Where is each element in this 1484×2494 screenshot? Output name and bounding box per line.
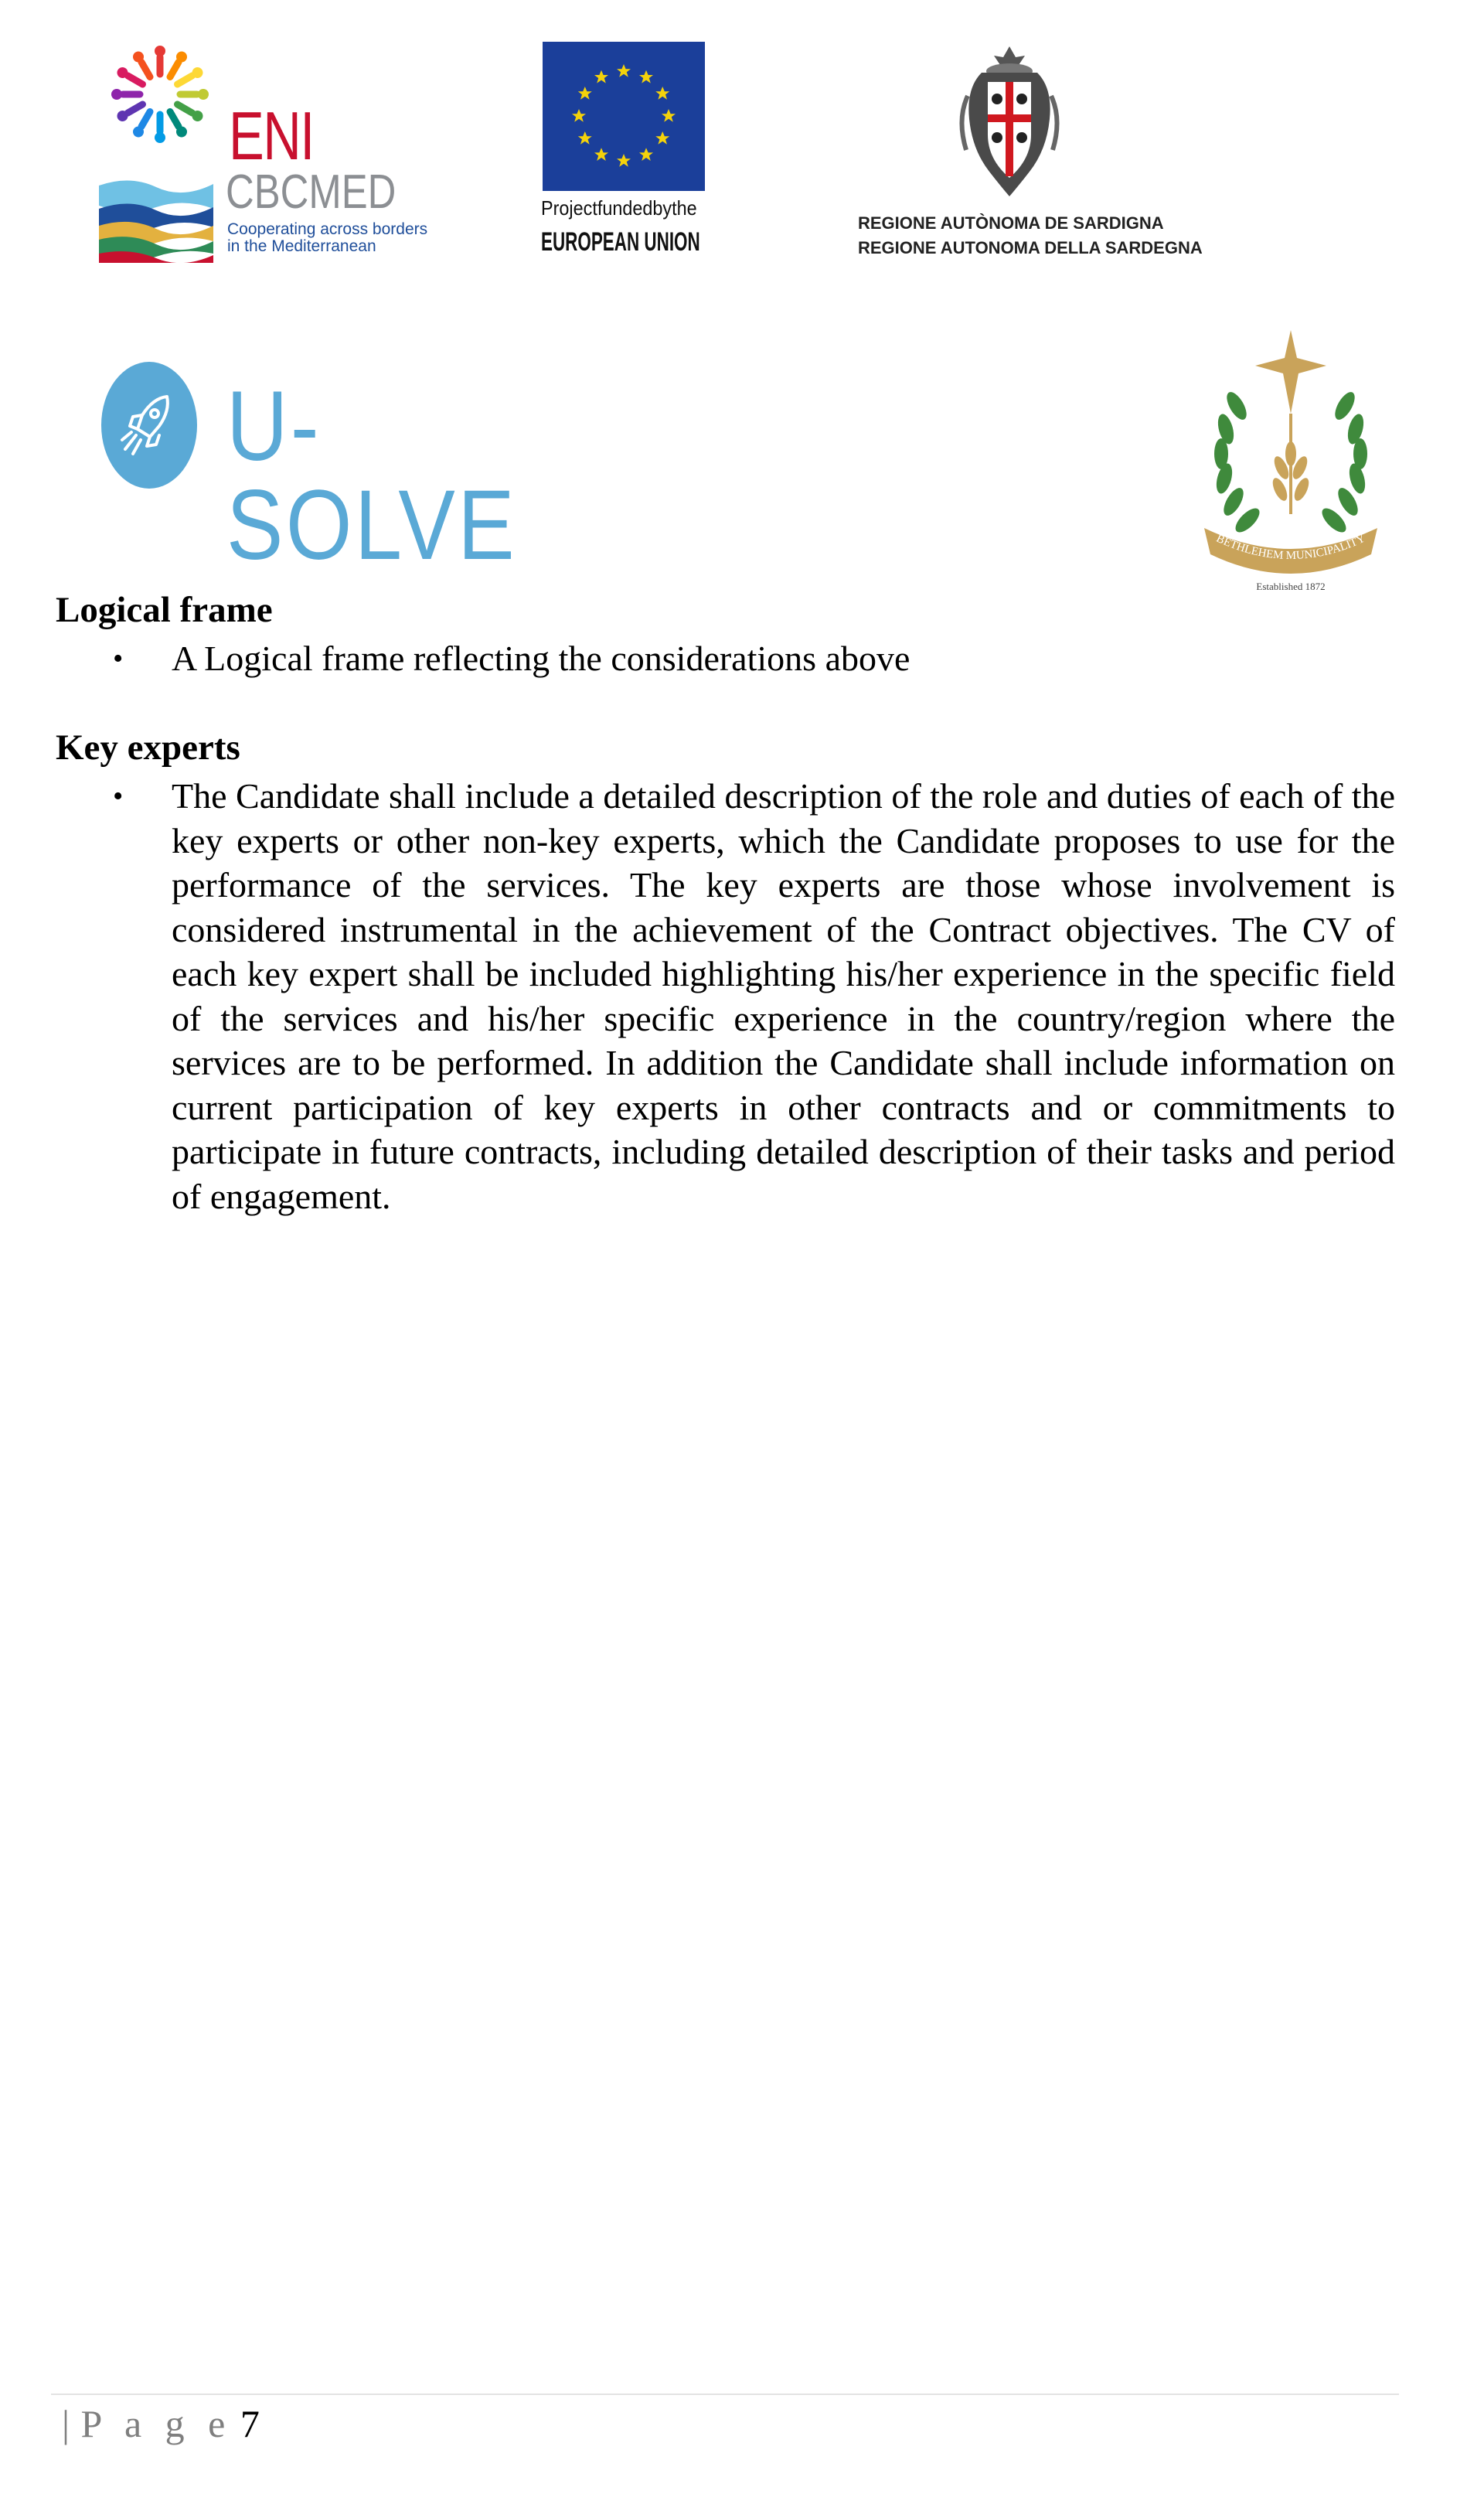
logical-frame-heading: Logical frame	[56, 590, 273, 630]
bethlehem-municipality-logo	[1183, 321, 1399, 595]
european-union-logo	[541, 42, 708, 266]
footer-page-number: 7	[240, 2402, 260, 2445]
eu-caption-word: by	[652, 196, 672, 220]
sardegna-caption-line2: REGIONE AUTONOMA DELLA SARDEGNA	[858, 238, 1203, 257]
eu-caption-word: Project	[541, 196, 597, 220]
eu-caption-word: funded	[597, 196, 653, 220]
rocket-icon	[99, 359, 199, 491]
sardegna-crest-icon	[951, 42, 1068, 200]
key-experts-bullet: The Candidate shall include a detailed description of the role and duties of each of the key experts or other non-key experts, which the Candidate proposes to use for the performance of the services. The key experts are those whose involvement is considered instrumental in the achievement of the Contract objectives. The CV of each key expert shall be included highlighting his/her experience in the specific field of the services and his/her specific experience in the country/region where the services are to be performed. In addition the Candidate shall include information on current participation of key experts in other contracts and or commitments to participate in future contracts, including detailed description of their tasks and period of engagement.	[172, 776, 1395, 1216]
eu-caption-word: the	[672, 196, 697, 220]
eni-subtitle: CBCMED	[226, 165, 397, 219]
bethlehem-emblem-icon	[1183, 321, 1399, 595]
bullet-icon: •	[113, 642, 124, 675]
footer-separator: |	[62, 2402, 70, 2445]
bethlehem-established-text: Established 1872	[1256, 581, 1326, 592]
eni-cbcmed-logo	[99, 39, 428, 263]
eu-caption-line1	[541, 196, 697, 220]
eni-tagline	[227, 221, 459, 255]
bullet-icon: •	[113, 780, 124, 813]
u-solve-wordmark: U-SOLVE	[226, 371, 518, 581]
eni-waves-icon	[99, 178, 213, 263]
eni-tagline-line2: in the Mediterranean	[227, 237, 376, 255]
footer-page-label: P a g e	[80, 2402, 233, 2445]
sardegna-region-logo	[858, 42, 1203, 266]
eu-caption-line2: EUROPEAN UNION	[541, 227, 700, 257]
footer-divider	[51, 2393, 1399, 2395]
sardegna-caption-line1: REGIONE AUTÒNOMA DE SARDIGNA	[858, 213, 1164, 233]
u-solve-logo	[99, 356, 547, 581]
eni-title: ENI	[229, 97, 314, 174]
bethlehem-ribbon-text: BETHLEHEM MUNICIPALITY	[1214, 532, 1367, 563]
eu-flag-icon	[543, 42, 705, 191]
logical-frame-bullet: A Logical frame reflecting the considerations above	[172, 639, 910, 678]
key-experts-heading: Key experts	[56, 727, 240, 768]
eni-tagline-line1: Cooperating across borders	[227, 220, 428, 238]
eni-people-wheel-icon	[110, 39, 210, 162]
page-footer	[62, 2399, 260, 2448]
